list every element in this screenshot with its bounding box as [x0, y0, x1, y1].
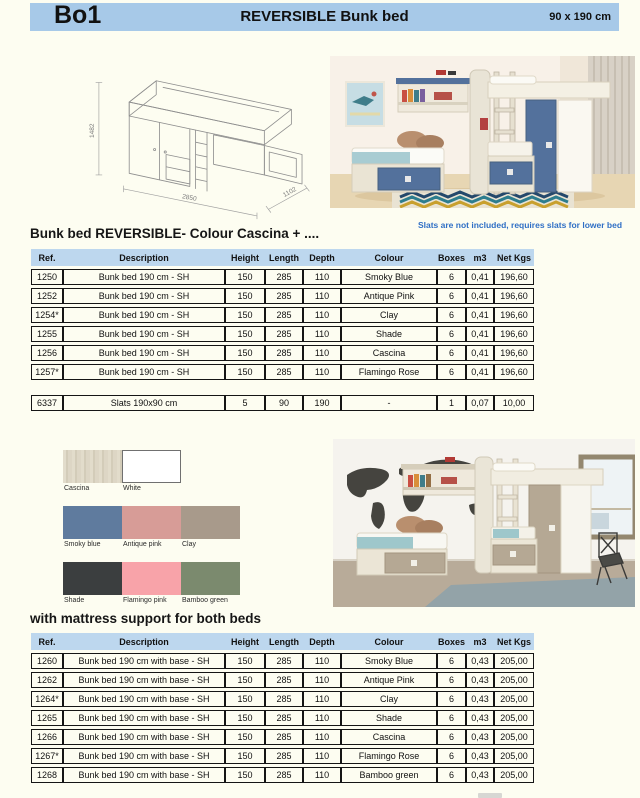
table-cell: 110 [303, 691, 341, 707]
product-table-with-base [31, 630, 534, 786]
table-row [31, 748, 534, 764]
table-row [31, 307, 534, 323]
table-cell: 150 [225, 767, 265, 783]
table-cell: 6 [437, 729, 466, 745]
curtain [588, 56, 635, 174]
table-cell: Bamboo green [341, 767, 437, 783]
table-cell: 150 [225, 326, 265, 342]
table-cell: 110 [303, 767, 341, 783]
bed-post [475, 457, 493, 573]
table-cell: 10,00 [494, 395, 534, 411]
table-cell: 285 [265, 729, 303, 745]
table-cell: 1266 [31, 729, 63, 745]
table-cell: Antique Pink [341, 672, 437, 688]
column-header: Height [225, 249, 265, 266]
wardrobe-door-white [558, 100, 592, 192]
swatch-row-1 [63, 450, 313, 506]
table-header-row [31, 249, 534, 266]
table-cell: 0,43 [466, 729, 494, 745]
table-cell: 110 [303, 307, 341, 323]
table-cell: 150 [225, 748, 265, 764]
table-cell: 285 [265, 691, 303, 707]
model-code: Bo1 [54, 1, 102, 29]
lower-bed-right [491, 527, 537, 573]
table-cell: 1257* [31, 364, 63, 380]
table-cell: 110 [303, 326, 341, 342]
table-cell: Clay [341, 307, 437, 323]
table-cell: 6 [437, 345, 466, 361]
table-cell: 150 [225, 672, 265, 688]
column-header: Description [63, 633, 225, 650]
table-row [31, 672, 534, 688]
bed-post [470, 70, 490, 194]
table-cell: 110 [303, 364, 341, 380]
table-cell: 190 [303, 395, 341, 411]
section2-title: with mattress support for both beds [30, 611, 262, 626]
table-cell: 6 [437, 691, 466, 707]
page-title: REVERSIBLE Bunk bed [240, 8, 409, 25]
table-row [31, 395, 534, 411]
column-header: Description [63, 249, 225, 266]
swatch-color [122, 562, 181, 595]
swatch-label: Shade [64, 597, 85, 604]
column-header: Depth [303, 633, 341, 650]
swatch-color [63, 562, 122, 595]
table-cell: 110 [303, 672, 341, 688]
product-photo-blue-room [330, 56, 635, 208]
section1-title: Bunk bed REVERSIBLE- Colour Cascina + .... [30, 226, 320, 241]
table-cell: 0,41 [466, 326, 494, 342]
table-cell: 0,41 [466, 288, 494, 304]
column-header: Net Kgs [494, 249, 534, 266]
table-cell: 1260 [31, 653, 63, 669]
table-cell: 1 [437, 395, 466, 411]
table-cell: 110 [303, 748, 341, 764]
table-cell: 6 [437, 307, 466, 323]
table-row [31, 767, 534, 783]
table-cell: 205,00 [494, 710, 534, 726]
table-cell: Bunk bed 190 cm with base - SH [63, 748, 225, 764]
table-cell: 0,43 [466, 767, 494, 783]
table-cell: 1265 [31, 710, 63, 726]
table-cell: Bunk bed 190 cm - SH [63, 269, 225, 285]
table-cell: 6 [437, 269, 466, 285]
swatch-label: White [123, 485, 141, 492]
table-cell: 0,43 [466, 691, 494, 707]
swatch-label: Bamboo green [182, 597, 228, 604]
table-cell: Shade [341, 326, 437, 342]
table-cell: - [341, 395, 437, 411]
table-cell: Slats 190x90 cm [63, 395, 225, 411]
table-cell: Bunk bed 190 cm with base - SH [63, 710, 225, 726]
swatch-color [122, 506, 181, 539]
table-cell: 150 [225, 729, 265, 745]
table-cell: 1267* [31, 748, 63, 764]
table-cell: 1254* [31, 307, 63, 323]
swatch-color [181, 562, 240, 595]
colour-swatches [63, 450, 313, 618]
table-cell: 205,00 [494, 653, 534, 669]
table-cell: 6 [437, 364, 466, 380]
column-header: Boxes [437, 249, 466, 266]
table-cell: 6 [437, 767, 466, 783]
table-row [31, 288, 534, 304]
column-header: Depth [303, 249, 341, 266]
table-cell: 205,00 [494, 748, 534, 764]
table-cell: 196,60 [494, 307, 534, 323]
table-cell: 150 [225, 307, 265, 323]
table-cell: Bunk bed 190 cm with base - SH [63, 653, 225, 669]
table-row [31, 364, 534, 380]
swatch-color [63, 450, 122, 483]
table-cell: 285 [265, 653, 303, 669]
table-cell: 150 [225, 288, 265, 304]
table-cell: 150 [225, 710, 265, 726]
drawing-height-dimension: 1482 [88, 123, 96, 139]
table-row [31, 691, 534, 707]
swatch-color [181, 506, 240, 539]
swatch-shade [63, 562, 122, 618]
table-row [31, 729, 534, 745]
page-header-bar [30, 3, 619, 31]
table-cell: 0,07 [466, 395, 494, 411]
swatch-label: Cascina [64, 485, 90, 492]
table-cell: 205,00 [494, 767, 534, 783]
table-cell: 150 [225, 364, 265, 380]
table-cell: 285 [265, 672, 303, 688]
table-cell: 1268 [31, 767, 63, 783]
table-cell: Cascina [341, 729, 437, 745]
cutoff-artifact [478, 793, 502, 798]
table-cell: 0,43 [466, 653, 494, 669]
table-cell: 150 [225, 269, 265, 285]
table-row [31, 653, 534, 669]
table-cell: 285 [265, 710, 303, 726]
table-cell: 6 [437, 748, 466, 764]
table-cell: 150 [225, 653, 265, 669]
table-cell: 1250 [31, 269, 63, 285]
table-cell: 0,41 [466, 345, 494, 361]
table-cell: 0,41 [466, 269, 494, 285]
table-cell: 0,41 [466, 307, 494, 323]
table-cell: Antique Pink [341, 288, 437, 304]
table-cell: 150 [225, 345, 265, 361]
swatch-smoky-blue [63, 506, 122, 562]
table-cell: 6337 [31, 395, 63, 411]
swatch-row-2 [63, 506, 313, 562]
bed-size: 90 x 190 cm [549, 11, 611, 23]
table-cell: 6 [437, 326, 466, 342]
column-header: Ref. [31, 633, 63, 650]
swatch-row-3 [63, 562, 313, 618]
table-cell: 1262 [31, 672, 63, 688]
table-cell: Bunk bed 190 cm - SH [63, 364, 225, 380]
table-cell: 205,00 [494, 729, 534, 745]
column-header: Height [225, 633, 265, 650]
table-cell: 90 [265, 395, 303, 411]
swatch-color [63, 506, 122, 539]
table-cell: 0,43 [466, 748, 494, 764]
table-cell: 285 [265, 307, 303, 323]
table-cell: 196,60 [494, 326, 534, 342]
product-table-bunk-bed [31, 246, 534, 383]
table-cell: 285 [265, 364, 303, 380]
table-header-row [31, 633, 534, 650]
table-cell: 285 [265, 748, 303, 764]
table-cell: 110 [303, 345, 341, 361]
table-cell: Bunk bed 190 cm - SH [63, 288, 225, 304]
table-cell: 285 [265, 345, 303, 361]
table-cell: 110 [303, 288, 341, 304]
swatch-flamingo-pink [122, 562, 181, 618]
table-cell: Flamingo Rose [341, 748, 437, 764]
table-cell: 110 [303, 653, 341, 669]
table-cell: Clay [341, 691, 437, 707]
table-cell: 6 [437, 672, 466, 688]
table-cell: Bunk bed 190 cm with base - SH [63, 729, 225, 745]
table-cell: 0,43 [466, 710, 494, 726]
column-header: Boxes [437, 633, 466, 650]
table-cell: Smoky Blue [341, 269, 437, 285]
table-cell: 0,43 [466, 672, 494, 688]
table-cell: Bunk bed 190 cm with base - SH [63, 691, 225, 707]
swatch-clay [181, 506, 240, 562]
table-cell: 285 [265, 288, 303, 304]
swatch-cascina [63, 450, 122, 506]
table-cell: Bunk bed 190 cm with base - SH [63, 672, 225, 688]
table-cell: 110 [303, 269, 341, 285]
table-cell: 110 [303, 710, 341, 726]
table-cell: 1264* [31, 691, 63, 707]
table-cell: Bunk bed 190 cm - SH [63, 326, 225, 342]
table-cell: 196,60 [494, 345, 534, 361]
technical-drawing [58, 48, 320, 220]
table-cell: Flamingo Rose [341, 364, 437, 380]
column-header: Ref. [31, 249, 63, 266]
column-header: m3 [466, 249, 494, 266]
table-cell: Bunk bed 190 cm - SH [63, 307, 225, 323]
drawing-length-dimension: 2850 [181, 193, 198, 203]
table-cell: 0,41 [466, 364, 494, 380]
table-cell: Bunk bed 190 cm - SH [63, 345, 225, 361]
swatch-bamboo-green [181, 562, 240, 618]
wardrobe-door-white [561, 485, 591, 573]
table-cell: Shade [341, 710, 437, 726]
table-cell: 6 [437, 653, 466, 669]
table-cell: 205,00 [494, 672, 534, 688]
table-row [31, 269, 534, 285]
table-cell: 285 [265, 767, 303, 783]
table-cell: 196,60 [494, 269, 534, 285]
swatch-antique-pink [122, 506, 181, 562]
table-cell: 1256 [31, 345, 63, 361]
drawing-depth-dimension: 1102 [281, 186, 298, 199]
product-table-slats [31, 392, 534, 414]
swatch-label: Clay [182, 541, 197, 548]
table-cell: 5 [225, 395, 265, 411]
swatch-label: Flamingo pink [123, 597, 167, 604]
table-cell: Cascina [341, 345, 437, 361]
swatch-label: Smoky blue [64, 541, 101, 548]
table-cell: 285 [265, 326, 303, 342]
column-header: m3 [466, 633, 494, 650]
swatch-white [122, 450, 181, 506]
table-cell: 205,00 [494, 691, 534, 707]
table-cell: 1255 [31, 326, 63, 342]
table-row [31, 326, 534, 342]
product-photo-cascina-room [333, 439, 635, 607]
slats-note: Slats are not included, requires slats for lower bed [417, 220, 623, 230]
table-row [31, 710, 534, 726]
column-header: Colour [341, 249, 437, 266]
swatch-label: Antique pink [123, 541, 162, 548]
table-cell: 6 [437, 288, 466, 304]
swatch-color [122, 450, 181, 483]
table-cell: Smoky Blue [341, 653, 437, 669]
table-cell: 285 [265, 269, 303, 285]
table-cell: 196,60 [494, 364, 534, 380]
table-cell: 150 [225, 691, 265, 707]
table-cell: Bunk bed 190 cm with base - SH [63, 767, 225, 783]
table-cell: 196,60 [494, 288, 534, 304]
column-header: Net Kgs [494, 633, 534, 650]
column-header: Length [265, 249, 303, 266]
column-header: Length [265, 633, 303, 650]
wall-picture [346, 82, 384, 126]
table-cell: 110 [303, 729, 341, 745]
table-cell: 6 [437, 710, 466, 726]
column-header: Colour [341, 633, 437, 650]
table-cell: 1252 [31, 288, 63, 304]
table-row [31, 345, 534, 361]
